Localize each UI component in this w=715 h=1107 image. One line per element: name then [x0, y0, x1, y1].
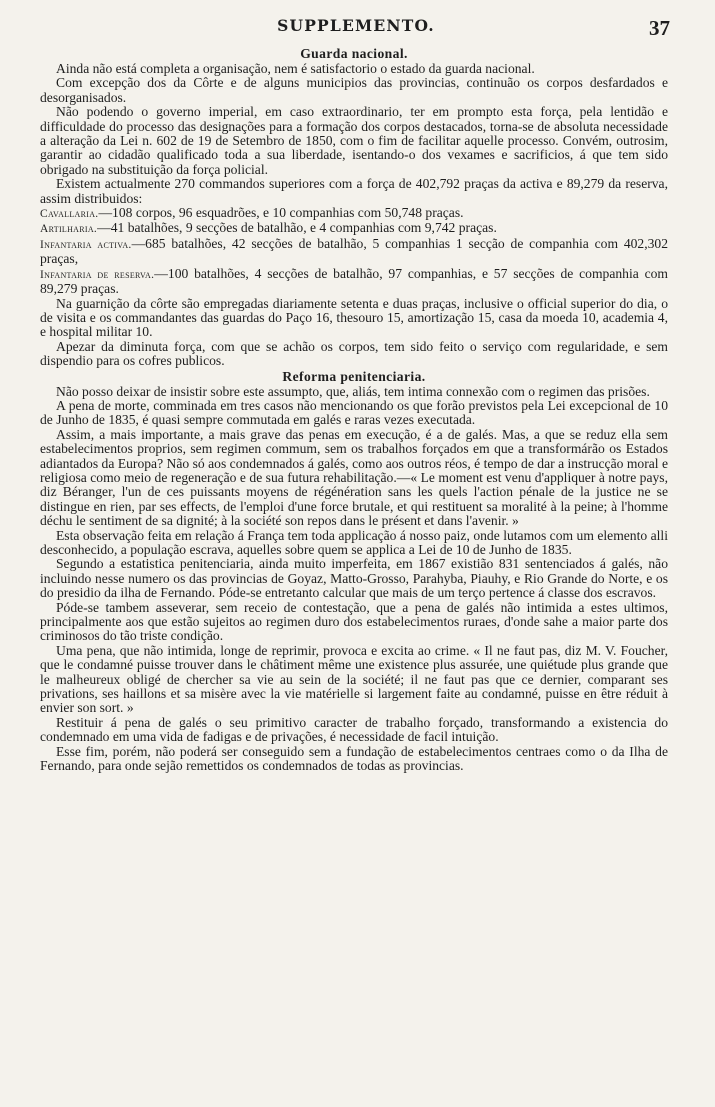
list-item-infantaria-reserva	[40, 267, 668, 297]
section-heading-guarda-nacional: Guarda nacional.	[300, 46, 408, 61]
list-item-infantaria-activa	[40, 237, 668, 267]
paragraph: Segundo a estatistica penitenciaria, ainda muito imperfeita, em 1867 existião 831 sentenciados á galés, não incluindo nesse numero os das provincias de Goyaz, Matto-Grosso, Parahyba, Piauhy, e Rio Grande do Norte, e os do presidio da ilha de Fernando. Póde-se entretanto calcular que mais de um terço pertence á classe dos escravos.	[40, 556, 668, 601]
running-title: SUPPLEMENTO.	[277, 16, 435, 35]
paragraph: Com excepção dos da Côrte e de alguns municipios das provincias, continuão os corpos desfardados e desorganisados.	[40, 75, 668, 105]
page-body	[40, 46, 668, 774]
item-text: —108 corpos, 96 esquadrões, e 10 companhias com 50,748 praças.	[98, 205, 464, 221]
item-text: —685 batalhões, 42 secções de batalhão, 5 companhias 1 secção de companhia com 402,302 praças,	[40, 235, 669, 267]
list-item-cavallaria	[40, 206, 668, 221]
paragraph: Esta observação feita em relação á França tem toda applicação á nosso paiz, onde lutamos com um elemento alli desconhecido, a população escrava, aquelles sobre quem se applica a Lei de 10 de Junho de 1835.	[40, 527, 668, 557]
item-label: Artilharia.	[40, 223, 98, 236]
paragraph: Póde-se tambem asseverar, sem receio de contestação, que a pena de galés não intimida a estes ultimos, principalmente aos que estão sujeitos ao regimen duro dos estabelecimentos ruraes, d'onde sahe a maior parte dos criminosos do tão triste condição.	[40, 599, 668, 644]
item-label: Cavallaria.	[40, 208, 99, 221]
page-number: 37	[649, 16, 670, 40]
paragraph: Existem actualmente 270 commandos superiores com a força de 402,792 praças da activa e 89,279 da reserva, assim distribuidos:	[40, 176, 668, 206]
section-heading-reforma-penitenciaria: Reforma penitenciaria.	[282, 368, 426, 384]
paragraph: Não posso deixar de insistir sobre este assumpto, que, aliás, tem intima connexão com o regimen das prisões.	[56, 383, 650, 399]
item-text: —100 batalhões, 4 secções de batalhão, 97 companhias, e 57 secções de companhia com 89,279 praças.	[40, 265, 668, 297]
paragraph: Uma pena, que não intimida, longe de reprimir, provoca e excita ao crime. « Il ne faut pas, diz M. V. Foucher, que le condamné puisse trouver dans le châtiment même une existence plus assurée, une quiétude plus grande que le malheureux obligé de chercher sa vie au sein de la société; il ne faut pas que ce dernier, comparant ses privations, ses haillons et sa misère avec la vie matérielle si largement faite au condamné, puisse en être réduit à envier son sort. »	[40, 642, 668, 716]
paragraph: Apezar da diminuta força, com que se achão os corpos, tem sido feito o serviço com regularidade, e sem dispendio para os cofres publicos.	[40, 338, 668, 369]
paragraph: Não podendo o governo imperial, em caso extraordinario, ter em prompto esta força, pela lentidão e difficuldade do processo das designações para a formação dos corpos destacados, torna-se de absoluta necessidade a alteração da Lei n. 602 de 19 de Setembro de 1850, com o fim de facilitar aquelle processo. Convém, outrosim, garantir ao cidadão qualificado toda a sua liberdade, isentando-o dos vexames e sacrificios, á que tem sido obrigado na substituição da força policial.	[40, 104, 668, 177]
page-header	[40, 16, 672, 44]
paragraph: Restituir á pena de galés o seu primitivo caracter de trabalho forçado, transformando a existencia do condemnado em uma vida de fadigas e de privações, é necessidade de facil intuição.	[40, 714, 668, 745]
item-text: —41 batalhões, 9 secções de batalhão, e 4 companhias com 9,742 praças.	[97, 220, 497, 236]
paragraph: Ainda não está completa a organisação, nem é satisfactorio o estado da guarda nacional.	[56, 61, 535, 76]
paragraph: A pena de morte, comminada em tres casos não mencionando os que forão previstos pela Lei excepcional de 10 de Junho de 1835, é quasi sempre commutada em galés e raras vezes executada.	[40, 397, 668, 428]
item-label: Infantaria de reserva.	[40, 268, 155, 281]
paragraph: Assim, a mais importante, a mais grave das penas em execução, é a de galés. Mas, a que se reduz ella sem estabelecimentos proprios, sem regimen commum, sem os trabalhos forçados em que a transformárão os Estados adiantados da Europa? Não só aos condemnados á galés, como aos outros réos, é tempo de dar a instrucção moral e religiosa como meio de regeneração e de sua futura rehabilitação.—« Le moment est venu d'appliquer à notre pays, diz Béranger, l'un de ces puissants moyens de régénération sans les quels l'action pénale de la justice ne se distingue en rien, par ses effects, de l'emploi d'une force brutale, et qui restituent sa moralité à la peine; à l'homme déchu le sentiment de sa dignité; à la société son repos dans le présent et dans l'avenir. »	[40, 426, 668, 529]
paragraph: Na guarnição da côrte são empregadas diariamente setenta e duas praças, inclusive o official superior do dia, o de visita e os commandantes das guardas do Paço 16, thesouro 15, amortização 15, casa da moeda 10, academia 4, e hospital militar 10.	[40, 295, 668, 340]
list-item-artilharia	[40, 221, 668, 236]
item-label: Infantaria activa.	[40, 238, 132, 251]
paragraph: Esse fim, porém, não poderá ser conseguido sem a fundação de estabelecimentos centraes como o da Ilha de Fernando, para onde sejão remettidos os condemnados de todas as provincias.	[40, 743, 668, 774]
